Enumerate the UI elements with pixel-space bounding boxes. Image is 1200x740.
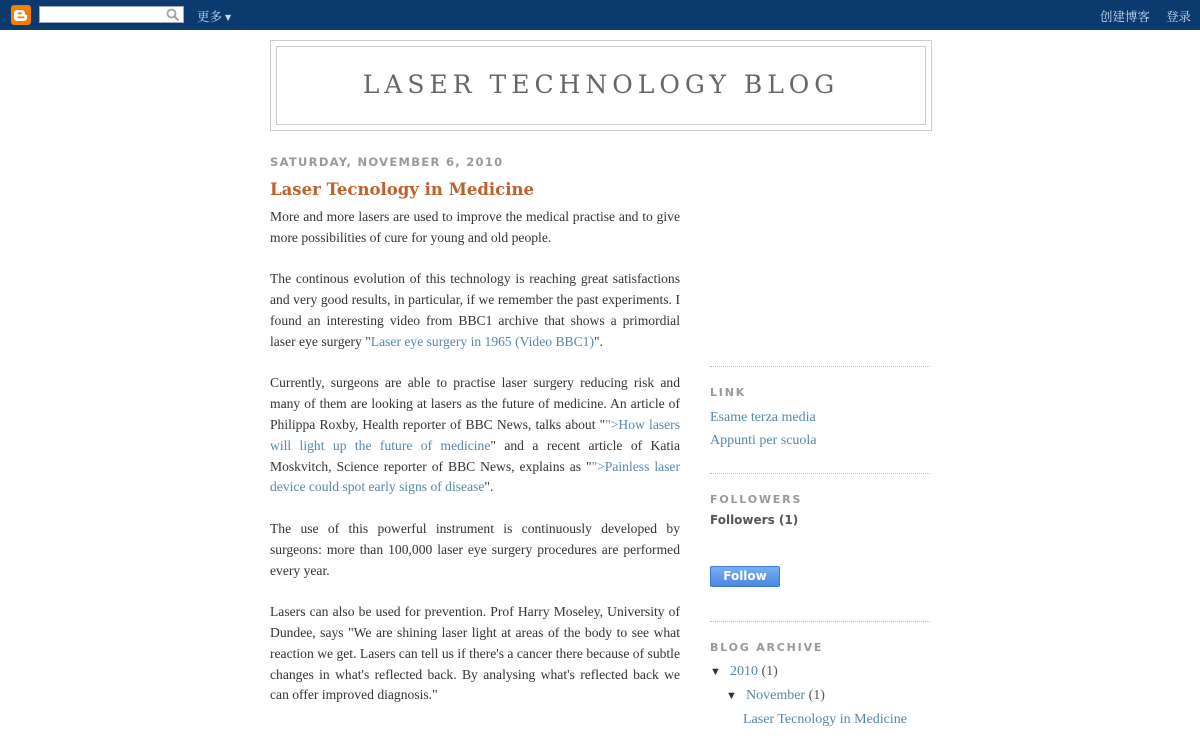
more-menu[interactable]: [197, 7, 231, 25]
blog-archive-widget: [710, 621, 930, 731]
archive-post-link[interactable]: Laser Tecnology in Medicine: [743, 712, 907, 727]
blogger-logo-icon[interactable]: [11, 5, 31, 25]
collapse-toggle-icon[interactable]: ▼: [726, 690, 737, 702]
archive-month-link[interactable]: November: [746, 688, 806, 703]
search-box: [39, 6, 184, 23]
paragraph-text: Currently, surgeons are able to practise laser surgery reducing risk and many of them are looking at lasers as the future of medicine. An article of Philippa Roxby, Health reporter of BBC News, talks about ": [270, 375, 680, 432]
follow-button[interactable]: Follow: [710, 566, 780, 587]
archive-year-count: (1): [761, 664, 778, 679]
blogger-navbar: [0, 0, 1200, 30]
followers-widget: [710, 473, 930, 621]
sidebar: [710, 366, 930, 731]
header-inner-frame: [276, 46, 926, 125]
paragraph-text: The continous evolution of this technology is reaching great satisfactions and very good results, in particular, if we remember the past experiments. I found an interesting video from BBC1 archive that shows a primordial laser eye surgery ": [270, 271, 680, 349]
post-paragraph: Lasers can also be used for prevention. Prof Harry Moseley, University of Dundee, says "We are shining laser light at areas of the body to see what reaction we get. Lasers can tell us if there's a cancer there because of subtle changes in what's reflected back. By analysing what's reflected back we can offer improved diagnosis.": [270, 604, 680, 703]
archive-tree: [710, 660, 930, 731]
blog-title[interactable]: LASER TECHNOLOGY BLOG: [362, 70, 840, 99]
post-title[interactable]: Laser Tecnology in Medicine: [270, 180, 534, 199]
list-item: [710, 429, 930, 452]
blog-header: [270, 40, 932, 131]
archive-month-row: [710, 684, 930, 708]
more-label: 更多: [197, 9, 223, 24]
post-paragraph: [270, 373, 680, 498]
main-column: [270, 155, 680, 727]
archive-year-row: [710, 660, 930, 684]
video-link[interactable]: Laser eye surgery in 1965 (Video BBC1): [370, 333, 594, 349]
post-paragraph: [270, 269, 680, 352]
link-appunti-per-scuola[interactable]: Appunti per scuola: [710, 433, 817, 448]
paragraph-text: " and a recent article of Katia Moskvitch, Science reporter of BBC News, explains as ": [270, 437, 680, 474]
paragraph-text: ".: [593, 333, 603, 349]
archive-month-count: (1): [808, 688, 825, 703]
post-body: [270, 207, 680, 706]
article-link-painless-laser[interactable]: ">Painless laser device could spot early signs of disease: [270, 458, 680, 495]
link-widget: [710, 366, 930, 473]
paragraph-text: ".: [484, 479, 494, 495]
list-item: [710, 406, 930, 429]
link-esame-terza-media[interactable]: Esame terza media: [710, 410, 816, 425]
post-paragraph: More and more lasers are used to improve the medical practise and to give more possibilities of cure for young and old people.: [270, 209, 680, 245]
search-input[interactable]: [42, 8, 160, 21]
create-blog-link[interactable]: 创建博客: [1100, 9, 1151, 24]
post-paragraph: The use of this powerful instrument is continuously developed by surgeons: more than 100,000 laser eye surgery procedures are performed every year.: [270, 520, 680, 578]
search-icon[interactable]: [166, 8, 180, 22]
caret-down-icon: ▼: [225, 13, 232, 22]
archive-post-row: [710, 708, 930, 731]
blog-archive-title: BLOG ARCHIVE: [710, 641, 824, 654]
archive-year-link[interactable]: 2010: [730, 664, 758, 679]
login-link[interactable]: 登录: [1166, 9, 1192, 24]
followers-widget-title: FOLLOWERS: [710, 493, 803, 506]
followers-count: Followers (1): [710, 513, 799, 527]
link-widget-title: LINK: [710, 386, 747, 399]
post-date: SATURDAY, NOVEMBER 6, 2010: [270, 155, 504, 169]
article-link-lasers-future[interactable]: ">How lasers will light up the future of medicine: [270, 416, 680, 453]
link-list: [710, 406, 930, 452]
collapse-toggle-icon[interactable]: ▼: [710, 666, 721, 678]
